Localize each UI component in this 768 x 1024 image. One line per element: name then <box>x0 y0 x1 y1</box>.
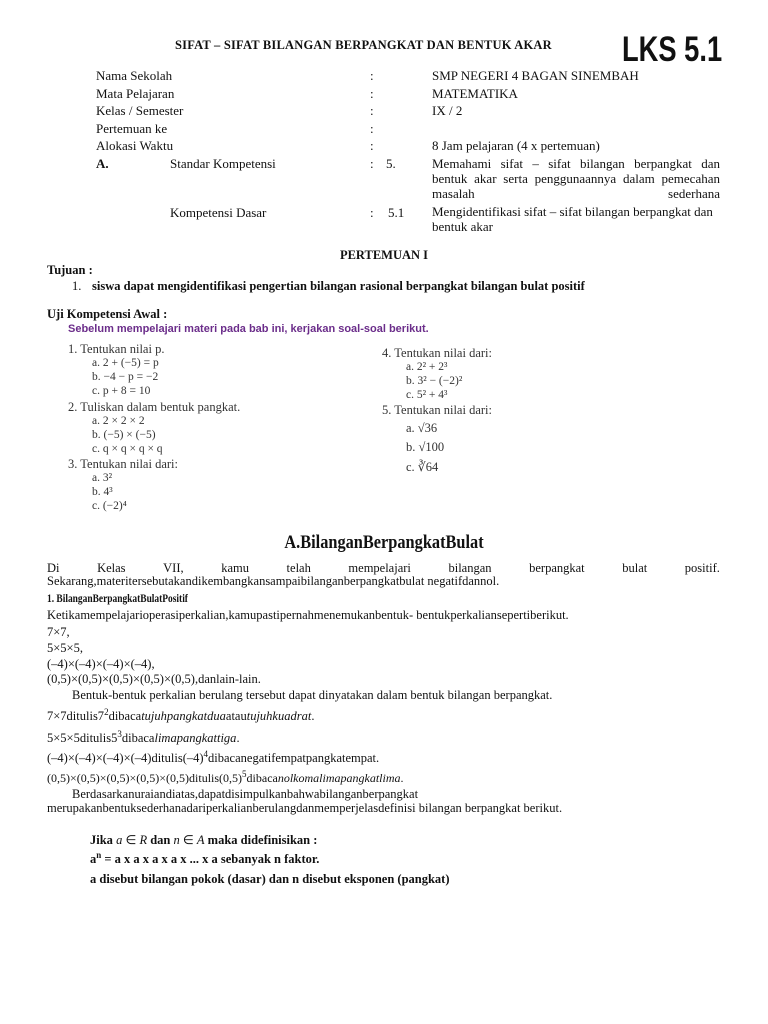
page-title: SIFAT – SIFAT BILANGAN BERPANGKAT DAN BENTUK AKAR <box>175 38 552 52</box>
info-label: Mata Pelajaran <box>96 86 175 101</box>
subsection-intro: Ketikamempelajarioperasiperkalian,kamupastipernahmenemukanbentuk- bentukperkaliansepertiberikut. <box>47 608 569 622</box>
power-example-1: $7\times 7ditulis7^2dibacatujuhpangkatduaatautujuhkuadrat$. <box>47 706 315 723</box>
question: 4. Tentukan nilai dari: <box>382 346 492 360</box>
info-value: SMP NEGERI 4 BAGAN SINEMBAH <box>432 68 639 83</box>
question-item: a. √36 <box>406 421 438 435</box>
question-item: c. q × q × q × q <box>92 443 163 455</box>
sk-number: 5. <box>386 156 396 171</box>
goal-heading: Tujuan : <box>47 263 93 277</box>
example-line: 5×5×5, <box>47 641 83 655</box>
definition-line1: Jika a ∈ R dan n ∈ A maka didefinisikan : <box>90 833 318 847</box>
lks-badge: LKS 5.1 <box>622 30 723 69</box>
question: 5. Tentukan nilai dari: <box>382 403 492 417</box>
example-line: 7×7, <box>47 625 70 639</box>
question-item: b. 3² − (−2)² <box>406 375 463 387</box>
intro-word: berpangkat <box>529 561 585 575</box>
info-value: MATEMATIKA <box>432 86 518 101</box>
kd-label: Kompetensi Dasar <box>170 205 267 220</box>
subsection-heading: 1. BilanganBerpangkatBulatPositif <box>47 593 188 605</box>
conclusion-line2: merupakanbentuksederhanadariperkalianberulangdanmemperjelasdefinisi bilangan berpangkat berikut. <box>47 801 563 815</box>
question-item: b. 4³ <box>92 486 113 498</box>
definition-line3: a disebut bilangan pokok (dasar) dan n disebut eksponen (pangkat) <box>90 872 450 886</box>
info-colon: : <box>370 121 374 136</box>
intro-word: bilangan <box>448 561 492 575</box>
power-example-4: $(0,5)\times(0,5)\times(0,5)\times(0,5)\times(0,5)ditulis(0,5)^5dibacanolkomalimapangkatlima$. <box>47 769 404 785</box>
section-title: A.BilanganBerpangkatBulat <box>284 532 484 553</box>
question-item: a. 2 + (−5) = p <box>92 357 159 369</box>
intro-word: VII, <box>163 561 184 575</box>
intro-word: bulat <box>622 561 648 575</box>
info-colon: : <box>370 103 374 118</box>
question-item: a. 3² <box>92 472 113 484</box>
intro-word: telah <box>286 561 311 575</box>
sk-label: Standar Kompetensi <box>170 156 276 171</box>
info-label: Kelas / Semester <box>96 103 184 118</box>
question: 3. Tentukan nilai dari: <box>68 457 178 471</box>
goal-text: siswa dapat mengidentifikasi pengertian bilangan rasional berpangkat bilangan bulat positif <box>92 279 585 293</box>
info-label: Nama Sekolah <box>96 68 173 83</box>
question-item: c. ∛64 <box>406 460 439 474</box>
sk-letter: A. <box>96 156 109 171</box>
info-value: 8 Jam pelajaran (4 x pertemuan) <box>432 138 600 153</box>
intro-word: mempelajari <box>348 561 411 575</box>
goal-number: 1. <box>72 279 82 293</box>
question-item: b. (−5) × (−5) <box>92 429 156 441</box>
initial-test-heading: Uji Kompetensi Awal : <box>47 307 168 321</box>
power-example-2: $5\times 5\times 5ditulis5^3dibacalimapangkattiga$. <box>47 728 240 745</box>
question: 1. Tentukan nilai p. <box>68 342 165 356</box>
conclusion-line1: Berdasarkanuraiandiatas,dapatdisimpulkanbahwabilanganberpangkat <box>72 787 419 801</box>
intro-word: positif. <box>684 561 720 575</box>
info-colon: : <box>370 138 374 153</box>
question-item: b. √100 <box>406 440 445 454</box>
example-line: (0,5)×(0,5)×(0,5)×(0,5)×(0,5),danlain-lain. <box>47 672 261 686</box>
intro-word: Kelas <box>97 561 126 575</box>
question-item: c. p + 8 = 10 <box>92 385 151 397</box>
info-label: Pertemuan ke <box>96 121 168 136</box>
statement: Bentuk-bentuk perkalian berulang tersebut dapat dinyatakan dalam bentuk bilangan berpangkat. <box>72 688 553 702</box>
kd-text: Mengidentifikasi sifat – sifat bilangan berpangkat dan bentuk akar <box>432 204 713 234</box>
kd-colon: : <box>370 205 374 220</box>
info-value: IX / 2 <box>432 103 463 118</box>
info-colon: : <box>370 86 374 101</box>
question-item: c. 5² + 4³ <box>406 389 448 401</box>
question-item: a. 2² + 2³ <box>406 361 448 373</box>
initial-test-instruction: Sebelum mempelajari materi pada bab ini, kerjakan soal-soal berikut. <box>68 323 429 335</box>
sk-colon: : <box>370 156 374 171</box>
kd-number: 5.1 <box>388 205 405 220</box>
question-item: c. (−2)⁴ <box>92 500 127 512</box>
intro-word: Di <box>47 561 60 575</box>
question-item: b. −4 − p = −2 <box>92 371 159 383</box>
power-example-3: $(-4)\times(-4)\times(-4)\times(-4)ditulis(-4)^4dibacanegatifempatpangkatempat$. <box>47 748 380 765</box>
sk-text: Memahami sifat – sifat bilangan berpangkat dan bentuk akar serta penggunaannya dalam pemecahan masalah sederhana <box>432 156 720 201</box>
definition-line2: $a^n = a$ x a x a x a x ... x a sebanyak n faktor. <box>90 849 320 866</box>
example-line: (–4)×(–4)×(–4)×(–4), <box>47 657 155 671</box>
question-item: a. 2 × 2 × 2 <box>92 415 145 427</box>
meeting-heading: PERTEMUAN I <box>339 248 429 262</box>
question: 2. Tuliskan dalam bentuk pangkat. <box>68 400 241 414</box>
section-intro-line2: Sekarang,materitersebutakandikembangkansampaibilanganberpangkatbulat negatifdannol. <box>47 574 500 588</box>
intro-word: kamu <box>221 561 249 575</box>
info-label: Alokasi Waktu <box>96 138 174 153</box>
info-colon: : <box>370 68 374 83</box>
